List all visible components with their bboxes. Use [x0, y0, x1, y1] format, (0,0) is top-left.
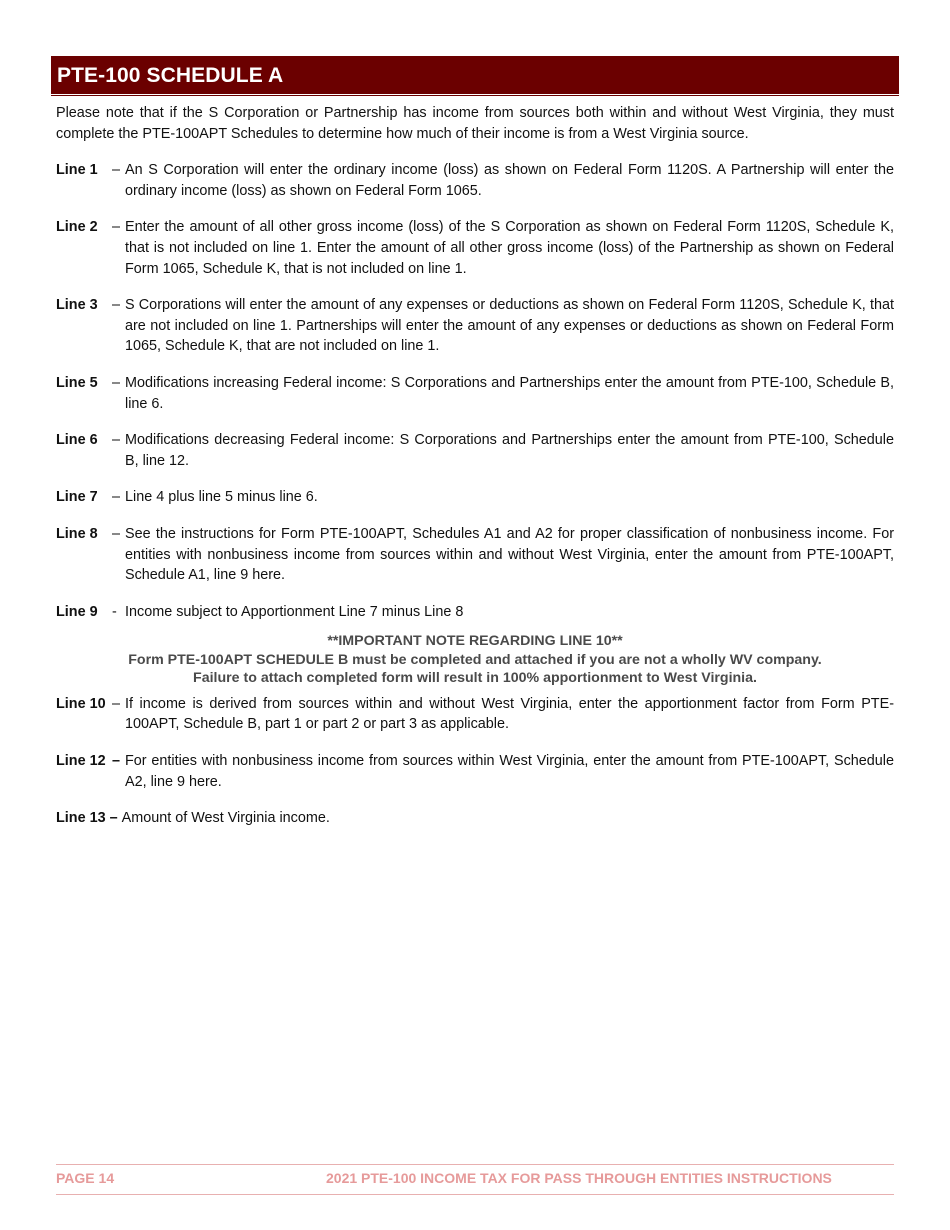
line-dash: –: [112, 432, 121, 449]
page-number: PAGE 14: [56, 1170, 115, 1186]
line-label: Line 5: [56, 374, 98, 391]
section-title: PTE-100 SCHEDULE A: [51, 56, 899, 94]
line-text: An S Corporation will enter the ordinary income (loss) as shown on Federal Form 1120S. A Partnership will enter the ordinary income (loss) as shown on Federal Form 1065.: [125, 162, 894, 199]
line-label: Line 8: [56, 525, 98, 542]
footer-divider-bottom: [56, 1194, 894, 1195]
line-entry-13: [56, 808, 894, 829]
line-entry-1: [56, 160, 894, 201]
line-text: S Corporations will enter the amount of any expenses or deductions as shown on Federal Form 1120S, Schedule K, that are not included on line 1. Partnerships will enter the amount of any expenses or deductions as shown on Federal Form 1065, Schedule K, that are not included on line 1.: [125, 297, 894, 355]
line-text: Amount of West Virginia income.: [121, 810, 330, 827]
line-dash: –: [112, 489, 121, 506]
footer-divider-top: [56, 1164, 894, 1165]
line-text: Income subject to Apportionment Line 7 minus Line 8: [125, 603, 464, 620]
line-text: If income is derived from sources within and without West Virginia, enter the apportionment factor from Form PTE-100APT, Schedule B, part 1 or part 2 or part 3 as applicable.: [125, 695, 894, 733]
line-entry-5: [56, 373, 894, 414]
line-entry-9: [56, 602, 894, 623]
line-label: Line 3: [56, 297, 98, 314]
line-dash: –: [112, 162, 121, 179]
line-dash: –: [112, 695, 121, 712]
line-entry-8: [56, 524, 894, 586]
instructions-body: [56, 103, 894, 845]
line-label: Line 13: [56, 810, 106, 827]
line-label: Line 2: [56, 219, 98, 236]
line-label: Line 9: [56, 603, 98, 620]
line-entry-3: [56, 295, 894, 357]
line-entry-10: [56, 694, 894, 735]
important-note-line-2: Failure to attach completed form will result in 100% apportionment to West Virginia.: [193, 670, 757, 687]
line-label: Line 7: [56, 489, 98, 506]
important-note: [56, 632, 894, 688]
header-divider: [51, 95, 899, 96]
line-entry-7: [56, 487, 894, 508]
line-label: Line 6: [56, 432, 98, 449]
line-entry-2: [56, 217, 894, 279]
line-text: Modifications increasing Federal income: S Corporations and Partnerships enter the amount from PTE-100, Schedule B, line 6.: [125, 374, 894, 412]
line-text: Modifications decreasing Federal income: S Corporations and Partnerships enter the amount from PTE-100, Schedule B, line 12.: [125, 432, 894, 469]
line-dash: –: [112, 752, 121, 769]
line-entry-6: [56, 430, 894, 471]
line-text: Enter the amount of all other gross income (loss) of the S Corporation as shown on Federal Form 1120S, Schedule K, that is not included on line 1. Enter the amount of all other gross income (loss) of the Partnership as shown on Federal Form 1065, Schedule K, that is not included on line 1.: [125, 219, 894, 277]
line-label: Line 10: [56, 695, 106, 712]
line-dash: –: [109, 810, 118, 827]
important-note-title: **IMPORTANT NOTE REGARDING LINE 10**: [327, 633, 623, 650]
line-dash: –: [112, 525, 121, 542]
footer-document-title: 2021 PTE-100 INCOME TAX FOR PASS THROUGH ENTITIES INSTRUCTIONS: [326, 1170, 832, 1186]
important-note-line-1: Form PTE-100APT SCHEDULE B must be completed and attached if you are not a wholly WV company.: [128, 651, 822, 668]
line-entry-12: [56, 751, 894, 792]
line-label: Line 1: [56, 162, 98, 179]
line-dash: –: [112, 219, 121, 236]
line-text: Line 4 plus line 5 minus line 6.: [125, 489, 318, 506]
line-dash: –: [112, 374, 121, 391]
line-label: Line 12: [56, 752, 106, 769]
line-text: For entities with nonbusiness income from sources within West Virginia, enter the amount from PTE-100APT, Schedule A2, line 9 here.: [125, 752, 894, 790]
line-dash: –: [112, 297, 121, 314]
intro-paragraph: Please note that if the S Corporation or Partnership has income from sources both within and without West Virginia, they must complete the PTE-100APT Schedules to determine how much of their income is from a West Virginia source.: [56, 105, 894, 142]
line-text: See the instructions for Form PTE-100APT, Schedules A1 and A2 for proper classification of nonbusiness income. For entities with nonbusiness income from sources within and without West Virginia, enter the amount from PTE-100APT, Schedule A1, line 9 here.: [125, 525, 894, 584]
line-dash: -: [112, 603, 117, 620]
